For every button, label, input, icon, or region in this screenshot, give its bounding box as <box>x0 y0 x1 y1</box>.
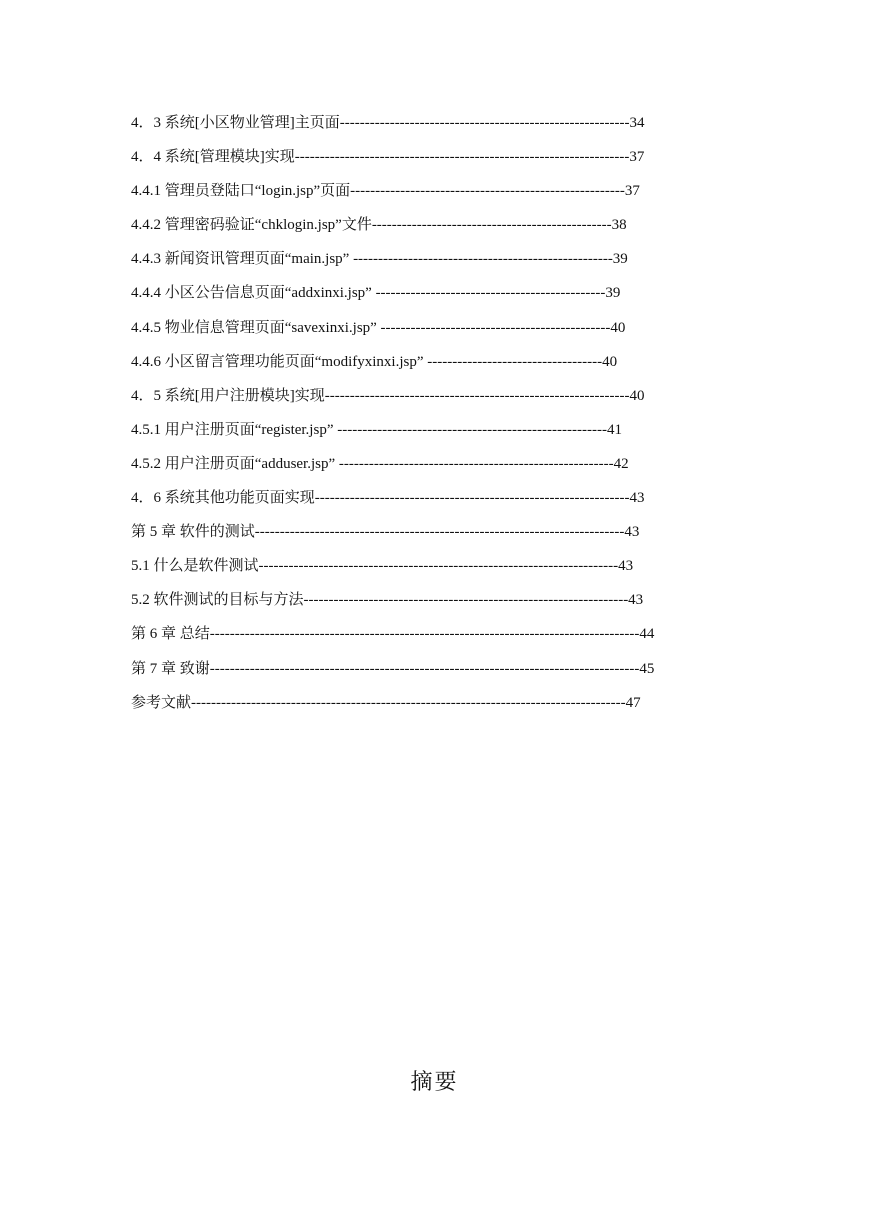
toc-entry: 4．4 系统[管理模块]实现-------------------------------------------------------------------37 <box>131 149 645 166</box>
toc-entry: 4．5 系统[用户注册模块]实现-------------------------------------------------------------40 <box>131 387 645 404</box>
toc-entry: 4.5.1 用户注册页面“register.jsp” ------------------------------------------------------41 <box>131 421 622 438</box>
toc-entry: 4.4.4 小区公告信息页面“addxinxi.jsp” ----------------------------------------------39 <box>131 285 621 302</box>
toc-entry: 第 7 章 致谢--------------------------------------------------------------------------------------45 <box>131 660 655 677</box>
toc-entry: 4.4.3 新闻资讯管理页面“main.jsp” ----------------------------------------------------39 <box>131 251 628 268</box>
toc-entry: 4.4.2 管理密码验证“chklogin.jsp”文件------------------------------------------------38 <box>131 217 627 234</box>
toc-entry: 4．6 系统其他功能页面实现---------------------------------------------------------------43 <box>131 490 645 507</box>
toc-entry: 参考文献---------------------------------------------------------------------------------------47 <box>131 694 641 711</box>
toc-entry: 4.4.6 小区留言管理功能页面“modifyxinxi.jsp” -----------------------------------40 <box>131 353 618 370</box>
toc-entry: 5.2 软件测试的目标与方法-----------------------------------------------------------------43 <box>131 592 644 609</box>
toc-entry: 4.5.2 用户注册页面“adduser.jsp” -------------------------------------------------------42 <box>131 455 629 472</box>
toc-entry: 第 5 章 软件的测试--------------------------------------------------------------------------43 <box>131 524 640 541</box>
toc-entry: 4．3 系统[小区物业管理]主页面----------------------------------------------------------34 <box>131 115 645 131</box>
toc-entry: 4.4.1 管理员登陆口“login.jsp”页面-------------------------------------------------------37 <box>131 183 640 200</box>
toc-entry: 5.1 什么是软件测试------------------------------------------------------------------------43 <box>131 558 634 575</box>
toc-entry: 4.4.5 物业信息管理页面“savexinxi.jsp” ----------------------------------------------40 <box>131 319 626 336</box>
table-of-contents <box>131 111 751 725</box>
abstract-heading: 摘要 <box>410 1069 459 1094</box>
toc-entry: 第 6 章 总结--------------------------------------------------------------------------------------44 <box>131 626 655 643</box>
